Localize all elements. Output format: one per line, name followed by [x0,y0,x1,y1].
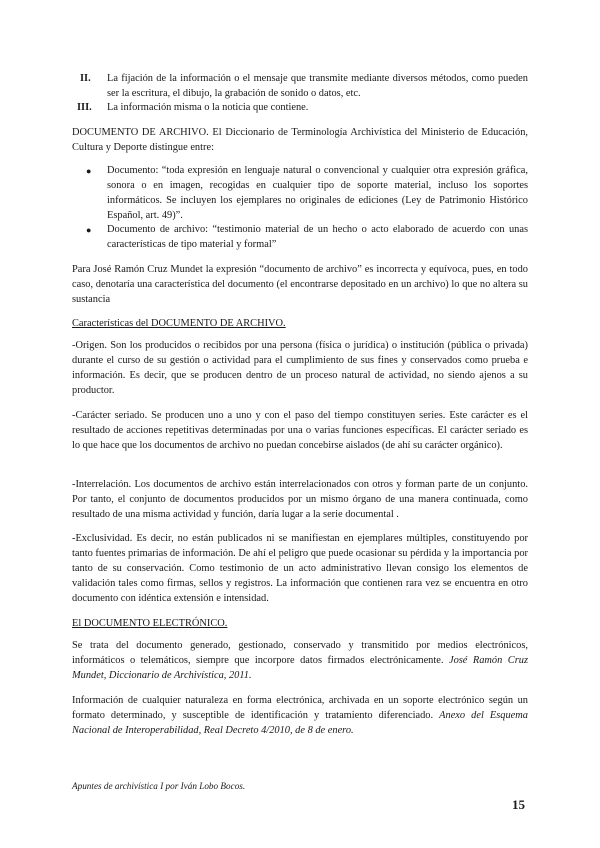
seriado-paragraph: -Carácter seriado. Se producen uno a uno y con el paso del tiempo constituyen series. Este carácter es el resultado de acciones repetitivas determinadas por una o varias funciones específicas. El carácter seriado es lo que hace que los documentos de archivo no puedan concebirse aislados (de ahí su carácter orgánico). [72,410,528,451]
page-footer: Apuntes de archivística I por Iván Lobo Bocos. [72,781,246,791]
roman-item-text: La fijación de la información o el mensaje que transmite mediante diversos métodos, como pueden ser la escritura, el dibujo, la grabación de sonido o datos, etc. [107,73,528,99]
cruz-mundet-paragraph: Para José Ramón Cruz Mundet la expresión “documento de archivo” es incorrecta y equívoca, pues, en todo caso, denotaría una característica del documento (el encontrarse depositado en un archivo) lo que no altera su sustancia [72,264,528,305]
interrelacion-paragraph: -Interrelación. Los documentos de archivo están interrelacionados con otros y forman parte de un conjunto. Por tanto, el conjunto de documentos producidos por un mismo órgano de una manera continuada, como resultado de una misma actividad y función, daría lugar a la serie documental . [72,479,528,520]
electronico-citation: José Ramón Cruz Mundet, Diccionario de Archivística, 2011. [72,655,528,681]
exclusividad-paragraph: -Exclusividad. Es decir, no están publicados ni se manifiestan en ejemplares múltiples, constituyendo por tanto fuentes primarias de información. De ahí el peligro que puede ocasionar su pérdida y la importancia por tanto de su conservación. Como testimonio de un acto administrativo llevan consigo los elementos de validación tales como firmas, sellos y registros. La información que contienen rara vez se encuentra en otro documento con idéntica extensión e intensidad. [72,533,528,604]
roman-numeral: III. [77,102,92,113]
bullet-documento-archivo: Documento de archivo: “testimonio material de un hecho o acto elaborado de acuerdo con unas características de tipo material y formal” [107,224,528,250]
roman-item-text: La información misma o la noticia que contiene. [107,102,309,113]
informacion-text: Información de cualquier naturaleza en forma electrónica, archivada en un soporte electrónico según un formato determinado, y susceptible de identificación y tratamiento diferenciado. [72,695,528,721]
informacion-paragraph [72,693,528,738]
roman-numeral: II. [80,73,91,84]
doc-archivo-intro: DOCUMENTO DE ARCHIVO. El Diccionario de Terminología Archivística del Ministerio de Educación, Cultura y Deporte distingue entre: [72,127,528,153]
page-number: 15 [512,797,525,812]
informacion-citation: Anexo del Esquema Nacional de Interoperabilidad, Real Decreto 4/2010, de 8 de enero. [72,710,528,736]
electronico-definition-text: Se trata del documento generado, gestionado, conservado y transmitido por medios electrónicos, informáticos o telemáticos, siempre que incorpore datos firmados electrónicamente. [72,640,528,666]
electronico-definition [72,638,528,683]
electronico-heading: El DOCUMENTO ELECTRÓNICO. [72,618,228,629]
bullet-dot-icon: ● [86,225,92,235]
origen-paragraph: -Origen. Son los producidos o recibidos por una persona (física o jurídica) o institución (pública o privada) durante el curso de su gestión o actividad para el cumplimiento de sus fines y conservados como prueba e información. Es decir, que se producen dentro de un proceso natural de actividad, no siendo ajenos a su productor. [72,340,528,396]
bullet-dot-icon: ● [86,166,92,176]
bullet-documento: Documento: “toda expresión en lenguaje natural o convencional y cualquier otra expresión gráfica, sonora o en imagen, recogidas en cualquier tipo de soporte material, incluso los soportes informáticos. Se incluyen los ejemplares no originales de ediciones (Ley de Patrimonio Histórico Español, art. 49)”. [107,165,528,221]
caracteristicas-heading: Características del DOCUMENTO DE ARCHIVO. [72,318,286,329]
